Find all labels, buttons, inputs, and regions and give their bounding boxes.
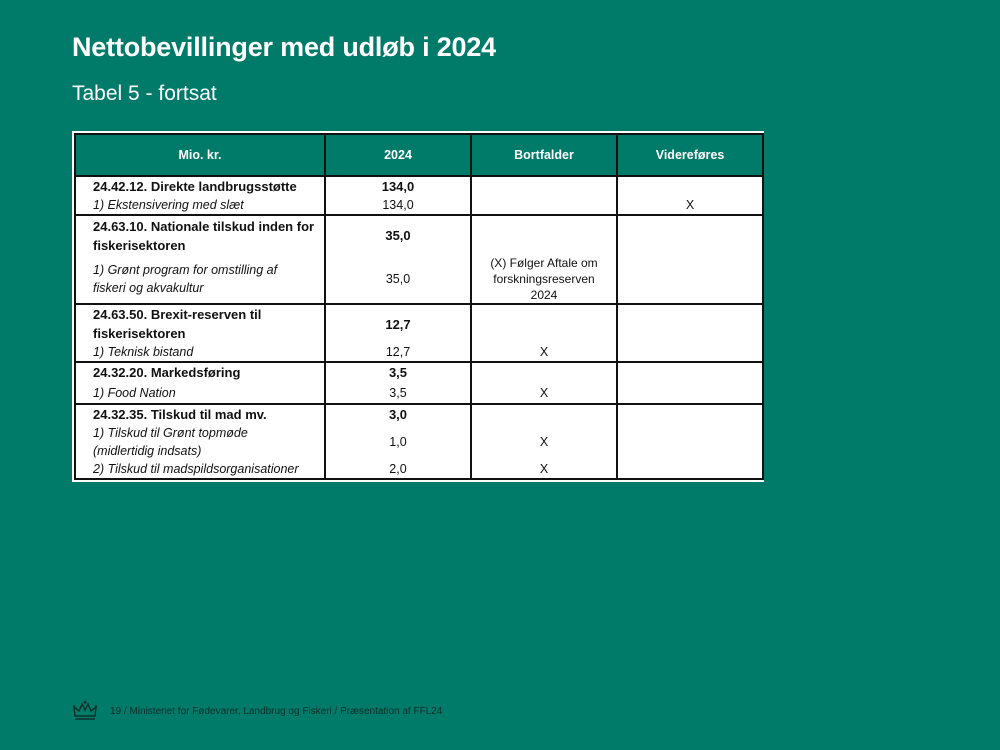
header-2024: 2024 xyxy=(325,134,471,176)
group-name: 24.63.50. Brexit-reserven til fiskerisektoren xyxy=(75,304,325,343)
group-value: 3,5 xyxy=(325,362,471,382)
table-row xyxy=(75,255,763,304)
row-label: 2) Tilskud til madspildsorganisationer xyxy=(75,460,325,479)
table-row xyxy=(75,304,763,343)
table-row xyxy=(75,424,763,460)
group-name: 24.32.35. Tilskud til mad mv. xyxy=(75,404,325,424)
table-group xyxy=(75,362,763,404)
slide-subtitle: Tabel 5 - fortsat xyxy=(72,82,217,105)
appropriations-table xyxy=(72,131,764,482)
row-label: 1) Tilskud til Grønt topmøde (midlertidig indsats) xyxy=(75,424,325,460)
group-value: 134,0 xyxy=(325,176,471,196)
row-value: 35,0 xyxy=(325,255,471,304)
row-videreføres xyxy=(617,424,763,460)
table-row xyxy=(75,343,763,362)
table-header-row xyxy=(75,134,763,176)
table-group xyxy=(75,215,763,304)
row-videreføres xyxy=(617,382,763,404)
row-bortfalder: X xyxy=(471,460,617,479)
row-bortfalder: X xyxy=(471,424,617,460)
row-label: 1) Ekstensivering med slæt xyxy=(75,196,325,215)
table-group xyxy=(75,304,763,362)
row-videreføres xyxy=(617,460,763,479)
table-row xyxy=(75,215,763,255)
group-name: 24.42.12. Direkte landbrugsstøtte xyxy=(75,176,325,196)
group-value: 12,7 xyxy=(325,304,471,343)
row-value: 12,7 xyxy=(325,343,471,362)
row-videreføres xyxy=(617,343,763,362)
table-row xyxy=(75,176,763,196)
row-label: 1) Grønt program for omstilling af fiskeri og akvakultur xyxy=(75,255,325,304)
table-group xyxy=(75,404,763,479)
group-name: 24.63.10. Nationale tilskud inden for fiskerisektoren xyxy=(75,215,325,255)
row-bortfalder xyxy=(471,196,617,215)
table-row xyxy=(75,382,763,404)
row-videreføres: X xyxy=(617,196,763,215)
header-videreføres: Videreføres xyxy=(617,134,763,176)
table-row xyxy=(75,196,763,215)
group-value: 3,0 xyxy=(325,404,471,424)
row-videreføres xyxy=(617,255,763,304)
row-value: 3,5 xyxy=(325,382,471,404)
row-bortfalder: X xyxy=(471,343,617,362)
slide-title: Nettobevillinger med udløb i 2024 xyxy=(72,32,496,62)
header-mio-kr: Mio. kr. xyxy=(75,134,325,176)
slide-footer xyxy=(72,700,442,722)
row-value: 2,0 xyxy=(325,460,471,479)
row-value: 134,0 xyxy=(325,196,471,215)
table-row xyxy=(75,404,763,424)
row-label: 1) Food Nation xyxy=(75,382,325,404)
row-value: 1,0 xyxy=(325,424,471,460)
row-bortfalder: X xyxy=(471,382,617,404)
row-bortfalder: (X) Følger Aftale om forskningsreserven 2024 xyxy=(471,255,617,304)
row-label: 1) Teknisk bistand xyxy=(75,343,325,362)
group-value: 35,0 xyxy=(325,215,471,255)
footer-text: 19 / Ministeriet for Fødevarer, Landbrug og Fiskeri / Præsentation af FFL24 xyxy=(110,705,443,717)
table-row xyxy=(75,362,763,382)
group-name: 24.32.20. Markedsføring xyxy=(75,362,325,382)
table-row xyxy=(75,460,763,479)
crown-icon xyxy=(72,700,98,722)
table-group xyxy=(75,176,763,215)
header-bortfalder: Bortfalder xyxy=(471,134,617,176)
